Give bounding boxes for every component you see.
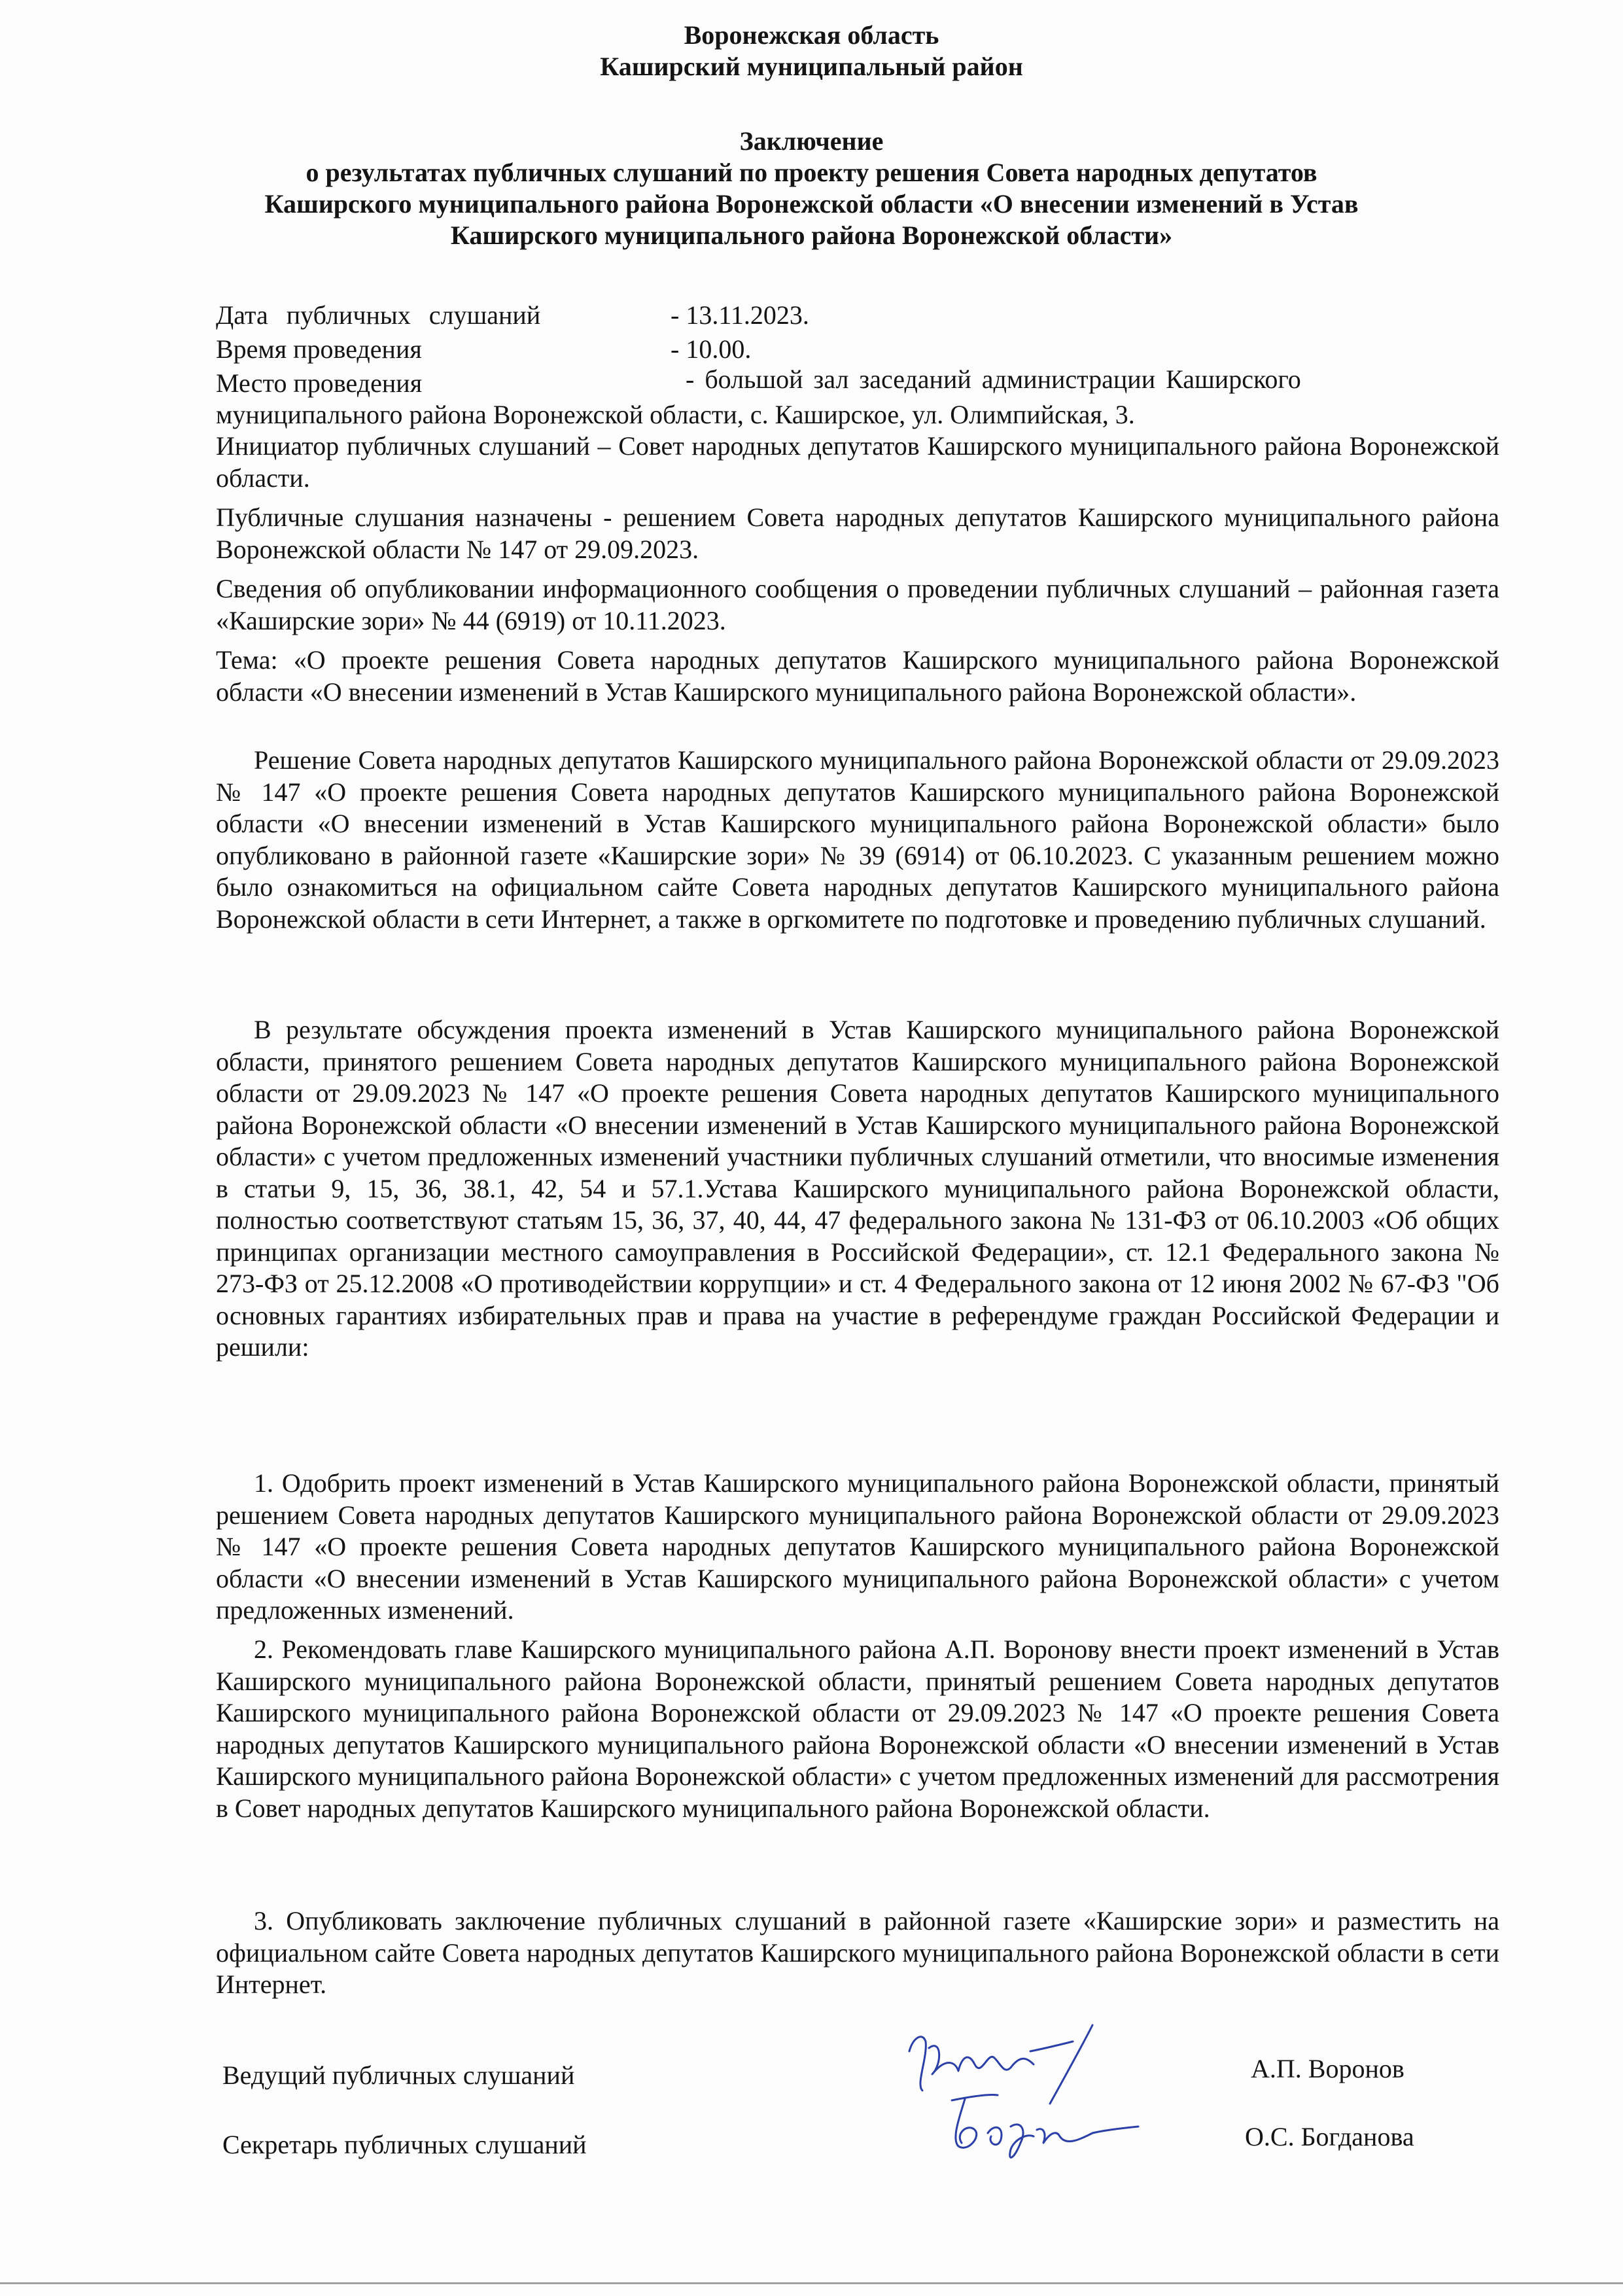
date-label: Дата публичных слушаний (216, 300, 541, 330)
decision-paragraph: Решение Совета народных депутатов Каширского муниципального района Воронежской области от 29.09.2023 № 147 «О проекте решения Совета народных депутатов Каширского муниципального района Воронежской области «О внесении изменений в Устав Каширского муниципального района Воронежской области» было опубликовано в районной газете «Каширские зори» № 39 (6914) от 06.10.2023. С указанным решением можно было ознакомиться на официальном сайте Совета народных депутатов Каширского муниципального района Воронежской области в сети Интернет, а также в оргкомитете по подготовке и проведению публичных слушаний. (216, 745, 1499, 934)
resolution-item-1: 1. Одобрить проект изменений в Устав Каширского муниципального района Воронежской области, принятый решением Совета народных депутатов Каширского муниципального района Воронежской области от 29.09.2023 № 147 «О проекте решения Совета народных депутатов Каширского муниципального района Воронежской области «О внесении изменений в Устав Каширского муниципального района Воронежской области» с учетом предложенных изменений. (216, 1468, 1499, 1625)
subject-line: Каширского муниципального района Воронежской области» (450, 221, 1173, 250)
discussion-paragraph: В результате обсуждения проекта изменений в Устав Каширского муниципального района Воронежской области, принятого решением Совета народных депутатов Каширского муниципального района Воронежской области от 29.09.2023 № 147 «О проекте решения Совета народных депутатов Каширского муниципального района Воронежской области «О внесении изменений в Устав Каширского муниципального района Воронежской области» с учетом предложенных изменений участники публичных слушаний отметили, что вносимые изменения в статьи 9, 15, 36, 38.1, 42, 54 и 57.1.Устава Каширского муниципального района Воронежской области, полностью соответствуют статьям 15, 36, 37, 40, 44, 47 федерального закона № 131-ФЗ от 06.10.2003 «Об общих принципах организации местного самоуправления в Российской Федерации», ст. 12.1 Федерального закона № 273-ФЗ от 25.12.2008 «О противодействии коррупции» и ст. 4 Федерального закона от 12 июня 2002 № 67-ФЗ "Об основных гарантиях избирательных прав и права на участие в референдуме граждан Российской Федерации и решили: (216, 1015, 1499, 1362)
document-header (0, 20, 1623, 82)
appointment-paragraph: Публичные слушания назначены - решением Совета народных депутатов Каширского муниципального района Воронежской области № 147 от 29.09.2023. (216, 503, 1499, 564)
time-label: Время проведения (216, 334, 422, 364)
district-line: Каширский муниципальный район (600, 52, 1023, 81)
time-value: - 10.00. (671, 334, 752, 364)
place-value: - большой зал заседаний администрации Каширского (686, 364, 1301, 394)
scan-edge-line (0, 2282, 1623, 2284)
publication-paragraph: Сведения об опубликовании информационного сообщения о проведении публичных слушаний – районная газета «Каширские зори» № 44 (6919) от 10.11.2023. (216, 574, 1499, 635)
initiator-paragraph: Инициатор публичных слушаний – Совет народных депутатов Каширского муниципального района Воронежской области. (216, 431, 1499, 493)
resolution-item-3: 3. Опубликовать заключение публичных слушаний в районной газете «Каширские зори» и разместить на официальном сайте Совета народных депутатов Каширского муниципального района Воронежской области в сети Интернет. (216, 1906, 1499, 1999)
chair-label: Ведущий публичных слушаний (222, 2060, 575, 2090)
secretary-label: Секретарь публичных слушаний (222, 2130, 587, 2159)
secretary-name: О.С. Богданова (1245, 2122, 1414, 2151)
doc-type: Заключение (739, 126, 884, 156)
place-continuation: муниципального района Воронежской области, с. Каширское, ул. Олимпийская, 3. (216, 400, 1135, 429)
subject-line: Каширского муниципального района Воронежской области «О внесении изменений в Устав (264, 189, 1359, 219)
region-line: Воронежская область (684, 20, 939, 50)
document-title (0, 126, 1623, 251)
subject-line: о результатах публичных слушаний по проекту решения Совета народных депутатов (305, 158, 1318, 187)
topic-paragraph: Тема: «О проекте решения Совета народных депутатов Каширского муниципального района Воронежской области «О внесении изменений в Устав Каширского муниципального района Воронежской области». (216, 645, 1499, 707)
secretary-signature (929, 2081, 1151, 2166)
place-label: Место проведения (216, 368, 423, 398)
resolution-item-2: 2. Рекомендовать главе Каширского муниципального района А.П. Воронову внести проект изменений в Устав Каширского муниципального района Воронежской области, принятый решением Совета народных депутатов Каширского муниципального района Воронежской области от 29.09.2023 № 147 «О проекте решения Совета народных депутатов Каширского муниципального района Воронежской области «О внесении изменений в Устав Каширского муниципального района Воронежской области» с учетом предложенных изменений для рассмотрения в Совет народных депутатов Каширского муниципального района Воронежской области. (216, 1634, 1499, 1823)
date-value: - 13.11.2023. (671, 300, 809, 330)
chair-name: А.П. Воронов (1251, 2054, 1405, 2083)
